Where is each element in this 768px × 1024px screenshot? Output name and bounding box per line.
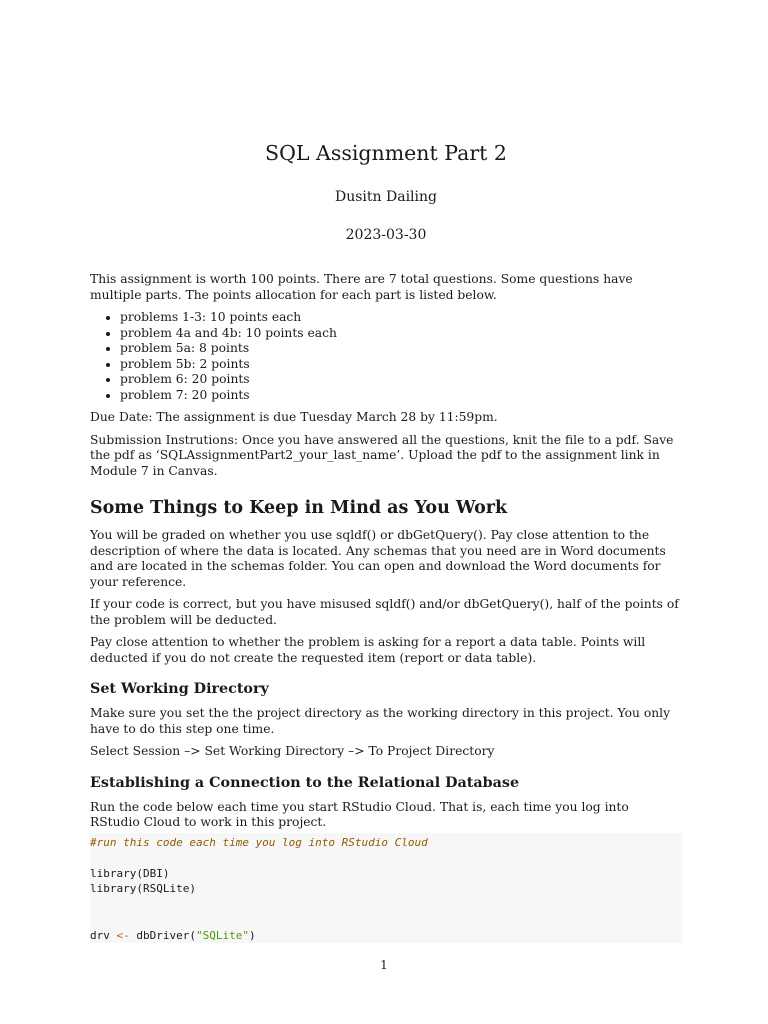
list-item: • problem 7: 20 points [120, 388, 682, 404]
code-assign-operator: <- [116, 928, 130, 942]
code-line: library(RSQLite) [90, 882, 196, 895]
misuse-paragraph: If your code is correct, but you have misused sqldf() and/or dbGetQuery(), half of the points of the problem will be deducted. [90, 597, 679, 627]
page-number: 1 [380, 958, 388, 972]
code-token: dbDriver( [129, 928, 196, 942]
connection-paragraph: Run the code below each time you start RStudio Cloud. That is, each time you log into RStudio Cloud to work in this project. [90, 799, 629, 829]
document-title: SQL Assignment Part 2 [265, 141, 507, 165]
intro-paragraph: This assignment is worth 100 points. There are 7 total questions. Some questions have multiple parts. The points allocation for each part is listed below. [90, 272, 633, 302]
code-string: "SQLite" [195, 928, 249, 942]
code-block [90, 833, 682, 943]
list-item: • problem 4a and 4b: 10 points each [120, 326, 682, 342]
submission-paragraph: Submission Instrutions: Once you have answered all the questions, knit the file to a pdf. Save the pdf as ‘SQLAssignmentPart2_your_last_name’. Upload the pdf to the assignment link in Module 7 in Canvas. [90, 432, 674, 478]
list-item: • problem 5b: 2 points [120, 357, 682, 373]
list-item: • problems 1-3: 10 points each [120, 310, 682, 326]
session-menu-path: Select Session –> Set Working Directory –> To Project Directory [90, 744, 495, 758]
list-item: • problem 5a: 8 points [120, 341, 682, 357]
list-item: • problem 6: 20 points [120, 372, 682, 388]
working-directory-paragraph: Make sure you set the the project directory as the working directory in this project. You only have to do this step one time. [90, 706, 671, 736]
code-line: library(DBI) [90, 866, 170, 880]
section-heading-connection: Establishing a Connection to the Relational Database [90, 774, 520, 791]
points-list [90, 310, 682, 403]
code-token: drv [90, 928, 117, 942]
section-heading-working-directory: Set Working Directory [90, 681, 269, 697]
document-date: 2023-03-30 [345, 227, 427, 243]
code-token: ) [248, 928, 256, 942]
section-heading-keep-in-mind: Some Things to Keep in Mind as You Work [90, 498, 508, 518]
due-date-paragraph: Due Date: The assignment is due Tuesday March 28 by 11:59pm. [90, 410, 498, 424]
report-paragraph: Pay close attention to whether the problem is asking for a report a data table. Points will deducted if you do not create the requested item (report or data table). [90, 635, 646, 665]
code-comment: #run this code each time you log into RStudio Cloud [90, 835, 428, 849]
document-body [90, 272, 682, 943]
grading-paragraph: You will be graded on whether you use sqldf() or dbGetQuery(). Pay close attention to the description of where the data is located. Any schemas that you need are in Word documents and are located in the schemas folder. You can open and download the Word documents for your reference. [90, 528, 666, 589]
document-author: Dusitn Dailing [335, 189, 437, 205]
